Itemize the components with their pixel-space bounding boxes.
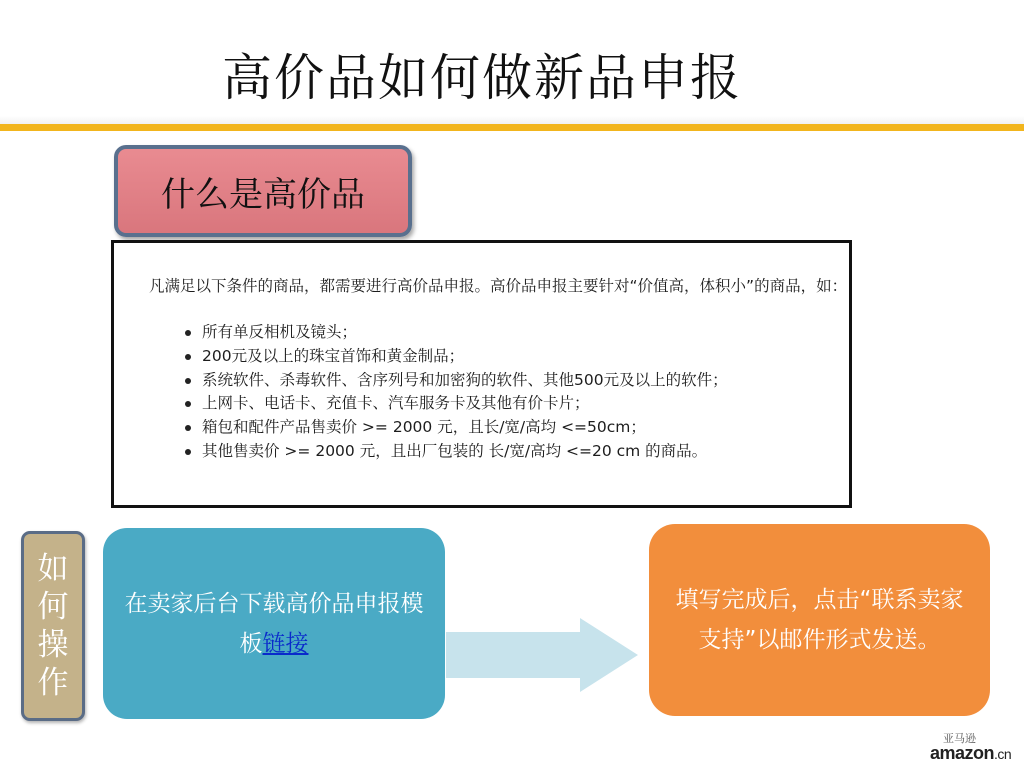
amazon-cn-logo [928, 730, 1020, 766]
step-send-text: 填写完成后，点击“联系卖家支持”以邮件形式发送。 [675, 587, 964, 653]
list-item: 系统软件、杀毒软件、含序列号和加密狗的软件、其他500元及以上的软件； [184, 369, 728, 393]
template-download-link[interactable]: 链接 [262, 630, 309, 657]
how-to-label: 如何操作 [37, 551, 69, 701]
list-item: 所有单反相机及镜头； [184, 321, 728, 345]
step-download-box [103, 528, 445, 719]
step-send-box [649, 524, 990, 716]
step-download-content [124, 584, 424, 664]
list-item: 其他售卖价 >= 2000 元，且出厂包装的 长/宽/高均 <=20 cm 的商品。 [184, 440, 728, 464]
how-to-label-box [21, 531, 85, 721]
slide-title: 高价品如何做新品申报 [222, 49, 742, 107]
title-accent-bar [0, 124, 1024, 131]
list-item: 箱包和配件产品售卖价 >= 2000 元，且长/宽/高均 <=50cm； [184, 416, 728, 440]
logo-chinese-text: 亚马逊 [943, 732, 976, 745]
section-label: 什么是高价品 [161, 174, 365, 215]
logo-suffix: .cn [994, 746, 1012, 762]
criteria-panel [111, 240, 852, 508]
list-item: 200元及以上的珠宝首饰和黄金制品； [184, 345, 728, 369]
logo-text [930, 743, 1011, 764]
criteria-list [184, 321, 728, 464]
step-download-text: 在卖家后台下载高价品申报模板 [124, 590, 424, 657]
criteria-intro: 凡满足以下条件的商品，都需要进行高价品申报。高价品申报主要针对“价值高，体积小”的商品，如： [149, 277, 848, 295]
arrow-right-icon [446, 618, 638, 692]
section-label-box [114, 145, 412, 237]
logo-wordmark: amazon [930, 743, 995, 763]
list-item: 上网卡、电话卡、充值卡、汽车服务卡及其他有价卡片； [184, 392, 728, 416]
